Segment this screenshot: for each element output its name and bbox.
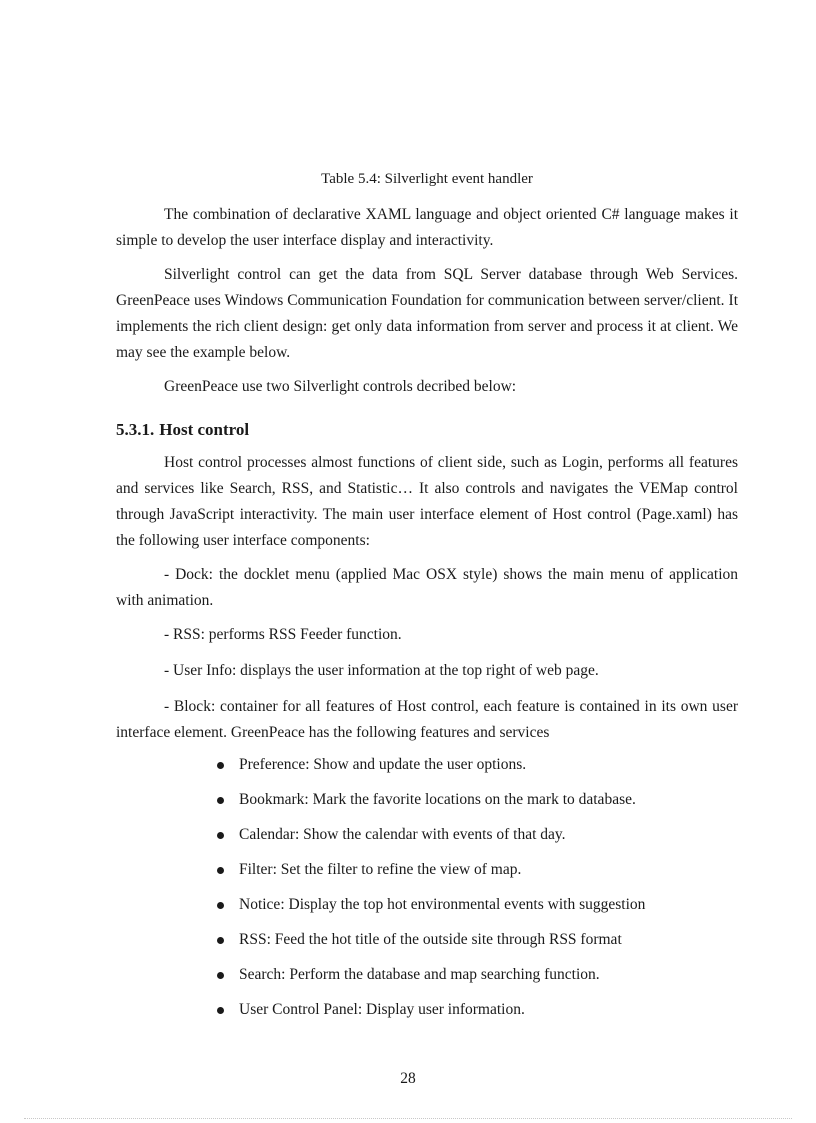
body-paragraph: - Block: container for all features of Host control, each feature is contained in its own user interface element. GreenPeace has the following features and services [116, 698, 738, 741]
feature-text: RSS: Feed the hot title of the outside site through RSS format [239, 931, 622, 948]
bullet-icon [217, 797, 224, 804]
feature-text: Bookmark: Mark the favorite locations on the mark to database. [239, 791, 636, 808]
feature-text: Notice: Display the top hot environmental events with suggestion [239, 896, 646, 913]
section-heading [116, 418, 738, 442]
feature-list-item [217, 754, 738, 776]
body-paragraph: - Dock: the docklet menu (applied Mac OSX style) shows the main menu of application with animation. [116, 566, 738, 609]
table-caption: Table 5.4: Silverlight event handler [321, 171, 533, 187]
intro-paragraph: The combination of declarative XAML language and object oriented C# language makes it simple to develop the user interface display and interactivity. [116, 206, 738, 249]
bullet-icon [217, 867, 224, 874]
section-number: 5.3.1. [116, 420, 155, 439]
page-number: 28 [400, 1070, 416, 1087]
feature-list-item [217, 859, 738, 881]
body-paragraph: - User Info: displays the user information at the top right of web page. [164, 662, 599, 679]
feature-list-item [217, 789, 738, 811]
section-title: Host control [159, 420, 250, 439]
intro-paragraph: GreenPeace use two Silverlight controls decribed below: [164, 378, 517, 395]
feature-list-item [217, 964, 738, 986]
feature-list-item [217, 999, 738, 1021]
page-bottom-divider [24, 1118, 792, 1119]
feature-list-item [217, 824, 738, 846]
feature-text: Preference: Show and update the user options. [239, 756, 527, 773]
intro-paragraph: Silverlight control can get the data from SQL Server database through Web Services. GreenPeace uses Windows Communication Foundation for communication between server/client. It implements the rich client design: get only data information from server and process it at client. We may see the example below. [116, 266, 738, 361]
bullet-icon [217, 937, 224, 944]
feature-text: Search: Perform the database and map searching function. [239, 966, 600, 983]
bullet-icon [217, 902, 224, 909]
bullet-icon [217, 1007, 224, 1014]
feature-list-item [217, 894, 738, 916]
feature-list-item [217, 929, 738, 951]
feature-text: User Control Panel: Display user information. [239, 1001, 525, 1018]
feature-text: Filter: Set the filter to refine the view of map. [239, 861, 522, 878]
bullet-icon [217, 832, 224, 839]
body-paragraph: - RSS: performs RSS Feeder function. [164, 626, 402, 643]
feature-text: Calendar: Show the calendar with events of that day. [239, 826, 566, 843]
bullet-icon [217, 972, 224, 979]
body-paragraph: Host control processes almost functions of client side, such as Login, performs all features and services like Search, RSS, and Statistic… It also controls and navigates the VEMap control through JavaScript interactivity. The main user interface element of Host control (Page.xaml) has the following user interface components: [116, 454, 738, 549]
feature-list [116, 754, 738, 1021]
page-content [116, 168, 738, 1034]
bullet-icon [217, 762, 224, 769]
